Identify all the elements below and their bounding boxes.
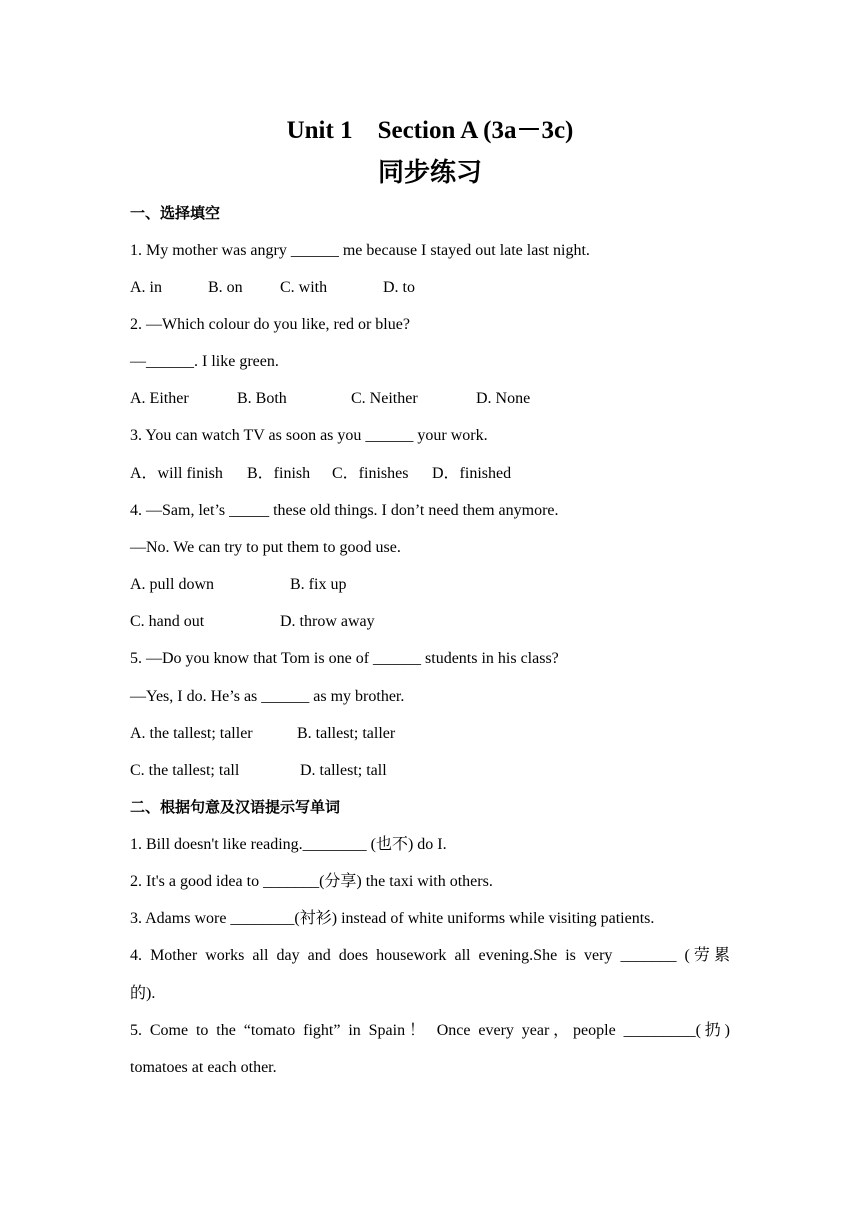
s2-item-5-cont: tomatoes at each other.	[130, 1059, 277, 1076]
q2-option-d: D. None	[476, 390, 531, 407]
q5-reply: —Yes, I do. He’s as ______ as my brother.	[130, 688, 405, 705]
q4-reply: —No. We can try to put them to good use.	[130, 539, 401, 556]
q5-option-a: A. the tallest; taller	[130, 725, 253, 742]
q3-option-c: C．finishes	[332, 465, 409, 482]
q1-option-d: D. to	[383, 279, 415, 296]
q5-stem: 5. —Do you know that Tom is one of ______ students in his class?	[130, 650, 559, 667]
q2-option-a: A. Either	[130, 390, 189, 407]
q3-stem: 3. You can watch TV as soon as you ______ your work.	[130, 427, 488, 444]
q4-option-c: C. hand out	[130, 613, 205, 630]
s2-item-1: 1. Bill doesn't like reading.________ (也不) do I.	[130, 836, 447, 853]
q4-option-d: D. throw away	[280, 613, 375, 630]
s2-item-5: 5. Come to the “tomato fight” in Spain！ Once every year，people _________(扔)	[130, 1022, 730, 1039]
q4-option-b: B. fix up	[290, 576, 347, 593]
q1-option-c: C. with	[280, 279, 328, 296]
q3-option-d: D．finished	[432, 465, 512, 482]
q4-option-a: A. pull down	[130, 576, 214, 593]
s2-item-4: 4. Mother works all day and does housework all evening.She is very _______ (劳累	[130, 947, 730, 964]
q3-option-b: B．finish	[247, 465, 311, 482]
q1-option-a: A. in	[130, 279, 162, 296]
q5-option-d: D. tallest; tall	[300, 762, 387, 779]
q2-option-c: C. Neither	[351, 390, 418, 407]
s2-item-2: 2. It's a good idea to _______(分享) the taxi with others.	[130, 873, 493, 890]
q2-stem: 2. —Which colour do you like, red or blue?	[130, 316, 410, 333]
q5-option-c: C. the tallest; tall	[130, 762, 240, 779]
q2-reply: —______. I like green.	[130, 353, 279, 370]
q2-option-b: B. Both	[237, 390, 287, 407]
q1-stem: 1. My mother was angry ______ me because I stayed out late last night.	[130, 242, 590, 259]
page-title: Unit 1 Section A (3a－3c)	[286, 117, 574, 144]
section2-heading: 二、根据句意及汉语提示写单词	[130, 798, 341, 816]
subtitle-text: 同步练习	[377, 158, 482, 188]
q3-option-a: A．will finish	[130, 465, 223, 482]
q5-option-b: B. tallest; taller	[297, 725, 396, 742]
section1-heading: 一、选择填空	[130, 204, 221, 222]
s2-item-3: 3. Adams wore ________(衬衫) instead of white uniforms while visiting patients.	[130, 910, 655, 927]
page-subtitle	[0, 152, 860, 189]
q4-stem: 4. —Sam, let’s _____ these old things. I don’t need them anymore.	[130, 502, 559, 519]
s2-item-4-cont: 的).	[130, 985, 156, 1002]
q1-option-b: B. on	[208, 279, 243, 296]
